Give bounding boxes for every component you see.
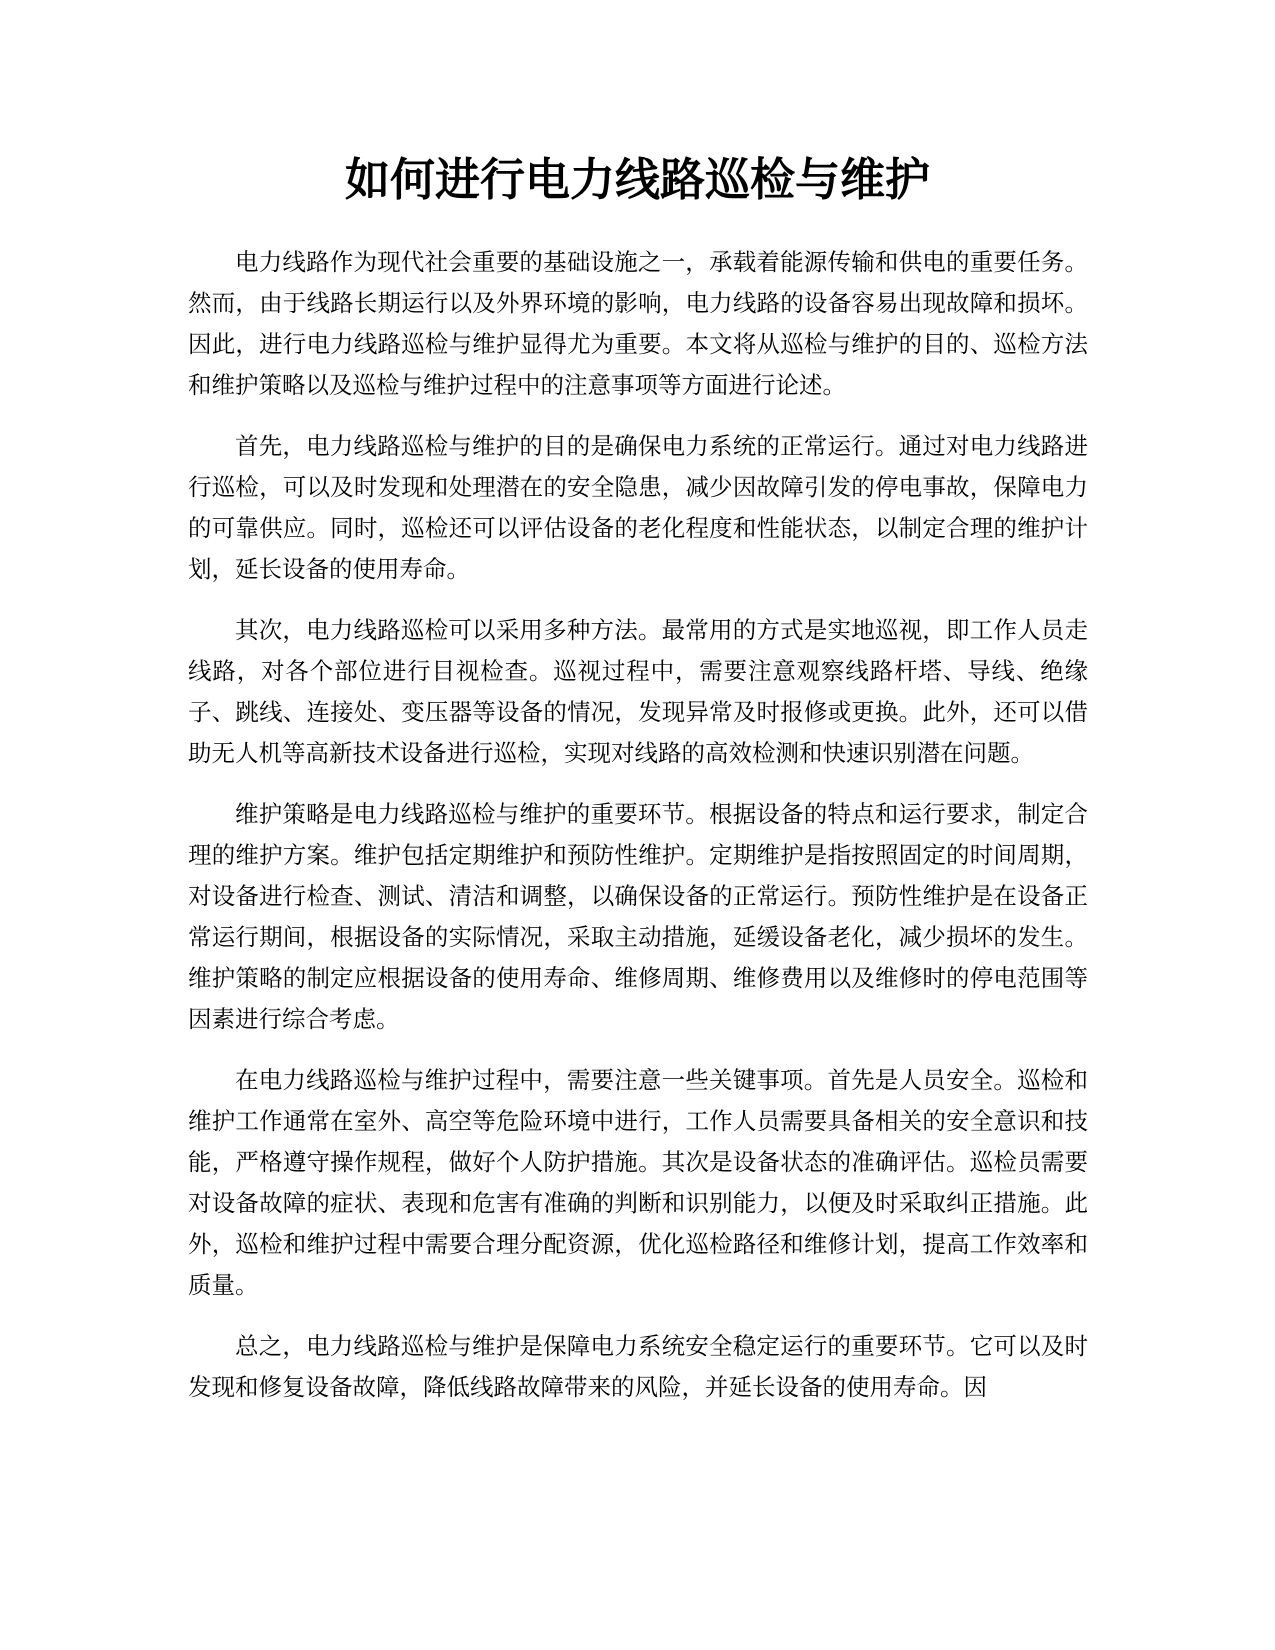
paragraph-conclusion: 总之，电力线路巡检与维护是保障电力系统安全稳定运行的重要环节。它可以及时发现和修复设备故障，降低线路故障带来的风险，并延长设备的使用寿命。因: [188, 1332, 1088, 1401]
document-body: [188, 242, 1088, 1428]
document-title: 如何进行电力线路巡检与维护: [344, 153, 930, 206]
paragraph-intro: 电力线路作为现代社会重要的基础设施之一，承载着能源传输和供电的重要任务。然而，由于线路长期运行以及外界环境的影响，电力线路的设备容易出现故障和损坏。因此，进行电力线路巡检与维护显得尤为重要。本文将从巡检与维护的目的、巡检方法和维护策略以及巡检与维护过程中的注意事项等方面进行论述。: [188, 248, 1088, 399]
paragraph-precautions: 在电力线路巡检与维护过程中，需要注意一些关键事项。首先是人员安全。巡检和维护工作通常在室外、高空等危险环境中进行，工作人员需要具备相关的安全意识和技能，严格遵守操作规程，做好个人防护措施。其次是设备状态的准确评估。巡检员需要对设备故障的症状、表现和危害有准确的判断和识别能力，以便及时采取纠正措施。此外，巡检和维护过程中需要合理分配资源，优化巡检路径和维修计划，提高工作效率和质量。: [188, 1066, 1088, 1299]
paragraph-methods: 其次，电力线路巡检可以采用多种方法。最常用的方式是实地巡视，即工作人员走线路，对各个部位进行目视检查。巡视过程中，需要注意观察线路杆塔、导线、绝缘子、跳线、连接处、变压器等设备的情况，发现异常及时报修或更换。此外，还可以借助无人机等高新技术设备进行巡检，实现对线路的高效检测和快速识别潜在问题。: [188, 616, 1088, 767]
paragraph-purpose: 首先，电力线路巡检与维护的目的是确保电力系统的正常运行。通过对电力线路进行巡检，可以及时发现和处理潜在的安全隐患，减少因故障引发的停电事故，保障电力的可靠供应。同时，巡检还可以评估设备的老化程度和性能状态，以制定合理的维护计划，延长设备的使用寿命。: [188, 432, 1088, 583]
paragraph-strategy: 维护策略是电力线路巡检与维护的重要环节。根据设备的特点和运行要求，制定合理的维护方案。维护包括定期维护和预防性维护。定期维护是指按照固定的时间周期，对设备进行检查、测试、清洁和调整，以确保设备的正常运行。预防性维护是在设备正常运行期间，根据设备的实际情况，采取主动措施，延缓设备老化，减少损坏的发生。维护策略的制定应根据设备的使用寿命、维修周期、维修费用以及维修时的停电范围等因素进行综合考虑。: [188, 800, 1088, 1033]
